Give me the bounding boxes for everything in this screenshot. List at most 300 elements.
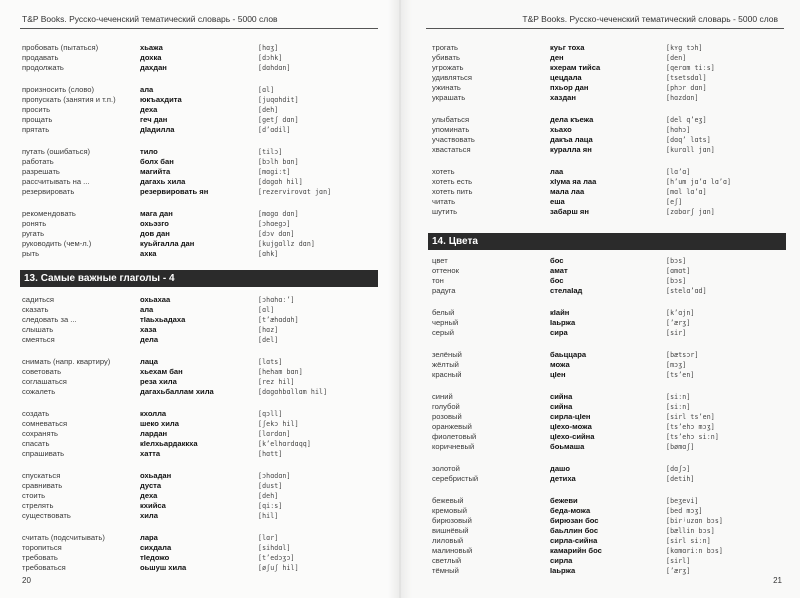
dictionary-entry: [432, 125, 792, 135]
transcription: [juqɑhdit]: [258, 96, 299, 104]
dictionary-entry: [22, 325, 382, 335]
dictionary-entry: [22, 409, 382, 419]
russian-word: вишнёвый: [432, 526, 469, 535]
chechen-word: куралла ян: [550, 145, 592, 154]
transcription: [sir]: [666, 329, 687, 337]
russian-word: пробовать (пытаться): [22, 43, 99, 52]
russian-word: тон: [432, 276, 444, 285]
transcription: [phɔr dɑn]: [666, 84, 707, 92]
chechen-word: ден: [550, 53, 564, 62]
russian-word: голубой: [432, 402, 460, 411]
section-heading: [20, 270, 378, 287]
transcription: [dɑgɑhbɑllɑm hil]: [258, 388, 328, 396]
dictionary-entry: [432, 566, 792, 576]
section-number: 13.: [24, 273, 38, 284]
russian-word: серебристый: [432, 474, 479, 483]
russian-word: разрешать: [22, 167, 60, 176]
transcription: [tʼæhɑdɑh]: [258, 316, 299, 324]
dictionary-entry: [432, 115, 792, 125]
russian-word: оранжевый: [432, 422, 472, 431]
russian-word: цвет: [432, 256, 448, 265]
russian-word: спасать: [22, 439, 50, 448]
transcription: [lɑʼɑ]: [666, 168, 691, 176]
dictionary-entry: [22, 335, 382, 345]
dictionary-entry: [22, 377, 382, 387]
chechen-word: дела къежа: [550, 115, 594, 124]
dictionary-entry: [432, 276, 792, 286]
russian-word: красный: [432, 370, 462, 379]
russian-word: ронять: [22, 219, 47, 228]
chechen-word: сийна: [550, 402, 573, 411]
russian-word: рекомендовать: [22, 209, 76, 218]
chechen-word: пхьор дан: [550, 83, 589, 92]
russian-word: коричневый: [432, 442, 475, 451]
dictionary-entry: [432, 286, 792, 296]
transcription: [ɑl]: [258, 86, 275, 94]
transcription: [qerɑm tiːs]: [666, 64, 715, 72]
right-page: [400, 0, 800, 598]
transcription: [dɑhdɑn]: [258, 64, 291, 72]
chechen-word: цӀен: [550, 370, 566, 379]
chechen-word: мага дан: [140, 209, 173, 218]
chechen-word: Ӏаьржа: [550, 566, 576, 575]
page-number: 20: [22, 576, 31, 585]
russian-word: работать: [22, 157, 54, 166]
chechen-word: куьйгалла дан: [140, 239, 195, 248]
russian-word: советовать: [22, 367, 62, 376]
dictionary-entry: [22, 501, 382, 511]
dictionary-entry: [22, 471, 382, 481]
dictionary-entry: [432, 432, 792, 442]
russian-word: прощать: [22, 115, 53, 124]
chechen-word: Ӏаьржа: [550, 318, 576, 327]
russian-word: бирюзовый: [432, 516, 472, 525]
russian-word: лиловый: [432, 536, 464, 545]
chechen-word: сирла-сийна: [550, 536, 598, 545]
dictionary-entry: [432, 207, 792, 217]
chechen-word: тӀедожо: [140, 553, 170, 562]
chechen-word: дагахьбаллам хила: [140, 387, 214, 396]
dictionary-entry: [22, 219, 382, 229]
dictionary-entry: [22, 439, 382, 449]
chechen-word: бос: [550, 256, 564, 265]
russian-word: произносить (слово): [22, 85, 95, 94]
russian-word: убивать: [432, 53, 460, 62]
transcription: [bømɑʃ]: [666, 443, 695, 451]
book-gutter: [388, 0, 412, 598]
transcription: [tsʼehɔ siːn]: [666, 433, 719, 441]
chechen-word: тило: [140, 147, 158, 156]
transcription: [dɔv dɑn]: [258, 230, 295, 238]
transcription: [kurɑll jɑn]: [666, 146, 715, 154]
dictionary-entry: [22, 43, 382, 53]
chechen-word: деха: [140, 105, 158, 114]
transcription: [ɑmɑt]: [666, 267, 691, 275]
dictionary-entry: [22, 511, 382, 521]
transcription: [tsʼen]: [666, 371, 695, 379]
russian-word: ужинать: [432, 83, 461, 92]
transcription: [tsʼehɔ mɔʒ]: [666, 423, 715, 431]
transcription: [bɔs]: [666, 277, 687, 285]
chechen-word: геч дан: [140, 115, 168, 124]
dictionary-entry: [22, 449, 382, 459]
chechen-word: бос: [550, 276, 564, 285]
dictionary-entry: [432, 145, 792, 155]
transcription: [rez hil]: [258, 378, 295, 386]
dictionary-entry: [432, 256, 792, 266]
transcription: [dust]: [258, 482, 283, 490]
dictionary-entry: [432, 318, 792, 328]
transcription: [stelɑʼɑd]: [666, 287, 707, 295]
russian-word: прятать: [22, 125, 50, 134]
chechen-word: ала: [140, 305, 154, 314]
transcription: [getʃ dɑn]: [258, 116, 299, 124]
russian-word: оттенок: [432, 266, 459, 275]
dictionary-entry: [432, 63, 792, 73]
chechen-word: хила: [140, 511, 158, 520]
transcription: [mɑl lɑʼɑ]: [666, 188, 707, 196]
russian-word: ругать: [22, 229, 45, 238]
transcription: [bællin bɔs]: [666, 527, 715, 535]
running-head: T&P Books. Русско-чеченский тематический словарь - 5000 слов: [522, 14, 778, 24]
russian-word: трогать: [432, 43, 459, 52]
dictionary-entry: [432, 167, 792, 177]
chechen-word: дашо: [550, 464, 571, 473]
chechen-word: забарш ян: [550, 207, 589, 216]
russian-word: серый: [432, 328, 454, 337]
transcription: [lɑts]: [258, 358, 283, 366]
transcription: [deh]: [258, 492, 279, 500]
russian-word: требоваться: [22, 563, 66, 572]
chechen-word: еша: [550, 197, 565, 206]
transcription: [kujgɑllz dɑn]: [258, 240, 315, 248]
header-rule: [426, 28, 784, 29]
dictionary-entry: [22, 105, 382, 115]
russian-word: светлый: [432, 556, 462, 565]
chechen-word: юкъахдита: [140, 95, 182, 104]
russian-word: удивляться: [432, 73, 472, 82]
russian-word: радуга: [432, 286, 456, 295]
dictionary-entry: [432, 43, 792, 53]
chechen-word: ахка: [140, 249, 157, 258]
russian-word: соглашаться: [22, 377, 67, 386]
chechen-word: ала: [140, 85, 154, 94]
russian-word: улыбаться: [432, 115, 470, 124]
transcription: [del]: [258, 336, 279, 344]
transcription: [qɔll]: [258, 410, 283, 418]
russian-word: зелёный: [432, 350, 462, 359]
dictionary-entry: [432, 556, 792, 566]
dictionary-entry: [432, 73, 792, 83]
chechen-word: цӀехо-можа: [550, 422, 592, 431]
dictionary-entry: [432, 266, 792, 276]
transcription: [sihdɑl]: [258, 544, 291, 552]
chechen-word: дохка: [140, 53, 162, 62]
chechen-word: лаца: [140, 357, 159, 366]
russian-word: пропускать (занятия и т.п.): [22, 95, 116, 104]
transcription: [kɑmɑriːn bɔs]: [666, 547, 723, 555]
dictionary-entry: [22, 491, 382, 501]
russian-word: сравнивать: [22, 481, 63, 490]
running-head: T&P Books. Русско-чеченский тематический словарь - 5000 слов: [22, 14, 278, 24]
transcription: [dɑgɑh hil]: [258, 178, 303, 186]
dictionary-entry: [22, 177, 382, 187]
transcription: [siːn]: [666, 403, 691, 411]
transcription: [zɑbɑrʃ jɑn]: [666, 208, 715, 216]
transcription: [deh]: [258, 106, 279, 114]
transcription: [tʼedɔʒɔ]: [258, 554, 295, 562]
dictionary-entry: [22, 53, 382, 63]
dictionary-entry: [432, 422, 792, 432]
dictionary-entry: [432, 506, 792, 516]
chechen-word: амат: [550, 266, 568, 275]
transcription: [bætsɔr]: [666, 351, 699, 359]
chechen-word: беда-можа: [550, 506, 591, 515]
chechen-word: хьехам бан: [140, 367, 183, 376]
transcription: [birʲuzɑn bɔs]: [666, 517, 723, 525]
russian-word: смеяться: [22, 335, 55, 344]
transcription: [ɑl]: [258, 306, 275, 314]
transcription: [beʒevi]: [666, 497, 699, 505]
dictionary-entry: [22, 63, 382, 73]
chechen-word: кхолла: [140, 409, 167, 418]
chechen-word: хӀума яа лаа: [550, 177, 597, 186]
chechen-word: хаза: [140, 325, 157, 334]
chechen-word: мала лаа: [550, 187, 585, 196]
page-number: 21: [773, 576, 782, 585]
dictionary-entry: [22, 125, 382, 135]
russian-word: сожалеть: [22, 387, 56, 396]
transcription: [lɑrdɑn]: [258, 430, 291, 438]
russian-word: требовать: [22, 553, 58, 562]
dictionary-entry: [432, 308, 792, 318]
russian-word: жёлтый: [432, 360, 459, 369]
chechen-word: кӀайн: [550, 308, 570, 317]
dictionary-entry: [432, 474, 792, 484]
chechen-word: куьг тоха: [550, 43, 585, 52]
chechen-word: дӀадилла: [140, 125, 175, 134]
chechen-word: лара: [140, 533, 158, 542]
chechen-word: болх бан: [140, 157, 174, 166]
transcription: [ʼærʒ]: [666, 319, 691, 327]
chechen-word: деха: [140, 491, 158, 500]
dictionary-entry: [22, 85, 382, 95]
russian-word: сказать: [22, 305, 49, 314]
russian-word: участвовать: [432, 135, 475, 144]
russian-word: хвастаться: [432, 145, 471, 154]
chechen-word: охьэзго: [140, 219, 169, 228]
chechen-word: сирла-цӀен: [550, 412, 591, 421]
dictionary-entry: [22, 357, 382, 367]
chechen-word: реза хила: [140, 377, 177, 386]
dictionary-entry: [432, 496, 792, 506]
dictionary-entry: [22, 553, 382, 563]
section-heading: [428, 233, 786, 250]
chechen-word: баьллин бос: [550, 526, 599, 535]
russian-word: читать: [432, 197, 456, 206]
transcription: [mɑgiːt]: [258, 168, 291, 176]
russian-word: фиолетовый: [432, 432, 477, 441]
russian-word: белый: [432, 308, 455, 317]
dictionary-entry: [22, 187, 382, 197]
dictionary-entry: [22, 229, 382, 239]
dictionary-entry: [22, 419, 382, 429]
chechen-word: боьмаша: [550, 442, 585, 451]
dictionary-entry: [22, 533, 382, 543]
russian-word: бежевый: [432, 496, 464, 505]
russian-word: хотеть пить: [432, 187, 473, 196]
transcription: [hɑz]: [258, 326, 279, 334]
dictionary-entry: [22, 429, 382, 439]
chechen-word: сирла: [550, 556, 573, 565]
dictionary-entry: [432, 197, 792, 207]
dictionary-entry: [22, 305, 382, 315]
chechen-word: лаа: [550, 167, 564, 176]
chechen-word: цӀехо-сийна: [550, 432, 595, 441]
russian-word: шутить: [432, 207, 458, 216]
transcription: [lɑr]: [258, 534, 279, 542]
header-rule: [20, 28, 378, 29]
transcription: [ɔhɑdɑn]: [258, 472, 291, 480]
russian-word: следовать за ...: [22, 315, 77, 324]
transcription: [ʼærʒ]: [666, 567, 691, 575]
transcription: [dɑʃɔ]: [666, 465, 691, 473]
chechen-word: баьццара: [550, 350, 587, 359]
chechen-word: резервировать ян: [140, 187, 209, 196]
transcription: [sirl tsʼen]: [666, 413, 715, 421]
chechen-word: цецдала: [550, 73, 582, 82]
section-number: 14.: [432, 236, 446, 247]
section-title: Самые важные глаголы - 4: [40, 273, 175, 284]
russian-word: садиться: [22, 295, 55, 304]
dictionary-entry: [22, 367, 382, 377]
transcription: [eʃ]: [666, 198, 683, 206]
russian-word: кремовый: [432, 506, 467, 515]
dictionary-entry: [432, 350, 792, 360]
transcription: [hɑtt]: [258, 450, 283, 458]
russian-word: угрожать: [432, 63, 464, 72]
dictionary-entry: [22, 315, 382, 325]
dictionary-entry: [432, 370, 792, 380]
chechen-word: сира: [550, 328, 568, 337]
chechen-word: бежеви: [550, 496, 578, 505]
russian-word: сомневаться: [22, 419, 68, 428]
dictionary-entry: [432, 464, 792, 474]
russian-word: руководить (чем-л.): [22, 239, 92, 248]
transcription: [hɑzdɑn]: [666, 94, 699, 102]
dictionary-entry: [432, 536, 792, 546]
transcription: [sirl]: [666, 557, 691, 565]
russian-word: спускаться: [22, 471, 61, 480]
chechen-word: кхерам тийса: [550, 63, 601, 72]
chechen-word: сихдала: [140, 543, 172, 552]
chechen-word: лардан: [140, 429, 168, 438]
russian-word: хотеть есть: [432, 177, 473, 186]
transcription: [hɑhɔ]: [666, 126, 691, 134]
transcription: [hʼum jɑʼɑ lɑʼɑ]: [666, 178, 732, 186]
russian-word: резервировать: [22, 187, 75, 196]
dictionary-entry: [432, 177, 792, 187]
transcription: [del qʼeʒ]: [666, 116, 707, 124]
transcription: [mɔʒ]: [666, 361, 687, 369]
dictionary-entry: [432, 53, 792, 63]
transcription: [rezervirovɑt jɑn]: [258, 188, 332, 196]
dictionary-entry: [432, 412, 792, 422]
transcription: [den]: [666, 54, 687, 62]
chechen-word: хатта: [140, 449, 161, 458]
chechen-word: оьшуш хила: [140, 563, 187, 572]
russian-word: торопиться: [22, 543, 62, 552]
transcription: [siːn]: [666, 393, 691, 401]
transcription: [bɔs]: [666, 257, 687, 265]
transcription: [kʼelhɑrdɑqq]: [258, 440, 311, 448]
chechen-word: дагахь хила: [140, 177, 186, 186]
russian-word: путать (ошибаться): [22, 147, 91, 156]
dictionary-entry: [22, 209, 382, 219]
russian-word: малиновый: [432, 546, 473, 555]
transcription: [dʼɑdil]: [258, 126, 291, 134]
russian-word: золотой: [432, 464, 460, 473]
russian-word: стоить: [22, 491, 46, 500]
dictionary-entry: [22, 147, 382, 157]
russian-word: снимать (напр. квартиру): [22, 357, 111, 366]
chechen-word: сийна: [550, 392, 573, 401]
russian-word: черный: [432, 318, 459, 327]
transcription: [detih]: [666, 475, 695, 483]
russian-word: украшать: [432, 93, 466, 102]
chechen-word: тӀаьхьадаха: [140, 315, 186, 324]
chechen-word: охьадан: [140, 471, 172, 480]
dictionary-entry: [22, 95, 382, 105]
russian-word: спрашивать: [22, 449, 65, 458]
transcription: [øʃuʃ hil]: [258, 564, 299, 572]
transcription: [dɑqʼ lɑts]: [666, 136, 711, 144]
dictionary-entry: [22, 563, 382, 573]
russian-word: создать: [22, 409, 50, 418]
russian-word: слышать: [22, 325, 54, 334]
russian-word: продавать: [22, 53, 59, 62]
transcription: [ɑhk]: [258, 250, 279, 258]
chechen-word: дакъа лаца: [550, 135, 593, 144]
chechen-word: можа: [550, 360, 570, 369]
transcription: [mɑgɑ dɑn]: [258, 210, 299, 218]
russian-word: просить: [22, 105, 51, 114]
transcription: [hɑʒ]: [258, 44, 279, 52]
transcription: [heham bɑn]: [258, 368, 303, 376]
dictionary-entry: [432, 328, 792, 338]
dictionary-entry: [432, 83, 792, 93]
russian-word: существовать: [22, 511, 71, 520]
chechen-word: хьахо: [550, 125, 572, 134]
russian-word: синий: [432, 392, 453, 401]
chechen-word: шеко хила: [140, 419, 179, 428]
dictionary-entry: [22, 239, 382, 249]
russian-word: хотеть: [432, 167, 455, 176]
russian-word: розовый: [432, 412, 462, 421]
dictionary-entry: [432, 93, 792, 103]
transcription: [sirl siːn]: [666, 537, 711, 545]
transcription: [kʼɑjn]: [666, 309, 695, 317]
transcription: [qiːs]: [258, 502, 283, 510]
dictionary-entry: [22, 543, 382, 553]
dictionary-entry: [432, 402, 792, 412]
transcription: [bed mɔʒ]: [666, 507, 703, 515]
chechen-word: дов дан: [140, 229, 170, 238]
chechen-word: дахдан: [140, 63, 167, 72]
chechen-word: дуста: [140, 481, 162, 490]
transcription: [tilɔ]: [258, 148, 283, 156]
section-title: Цвета: [448, 236, 478, 247]
